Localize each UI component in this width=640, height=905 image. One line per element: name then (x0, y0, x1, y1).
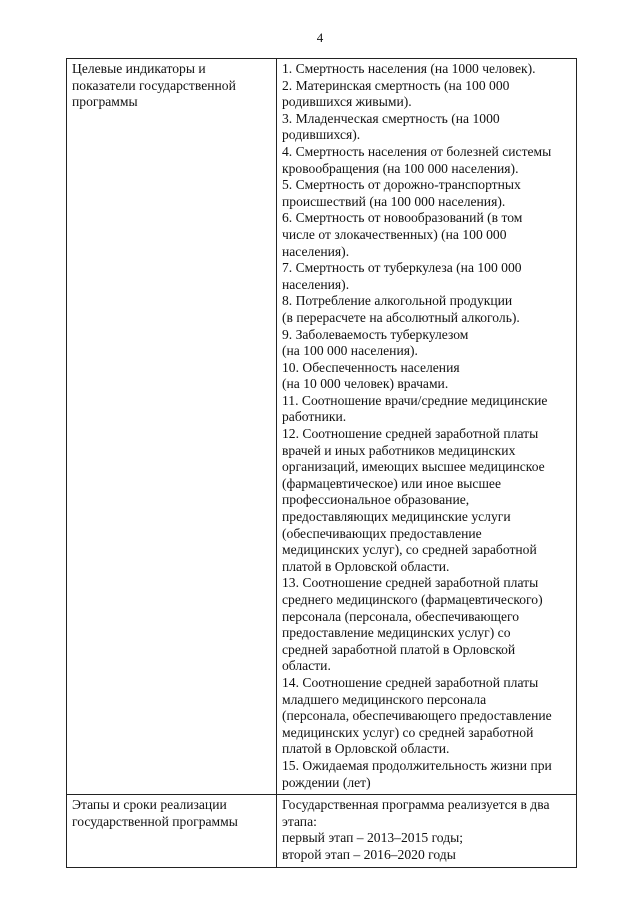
row-value-line: (обеспечивающих предоставление (282, 525, 482, 541)
row-value-line: 1. Смертность населения (на 1000 человек). (282, 61, 536, 76)
row-value-line: населения). (282, 276, 350, 292)
row-value-line: 4. Смертность населения от болезней системы (282, 143, 552, 159)
row-value-line: медицинских услуг), со средней заработной (282, 542, 537, 558)
row-value-cell (277, 795, 577, 867)
row-value-line: медицинских услуг) со средней заработной (282, 724, 534, 740)
page-number: 4 (316, 30, 324, 45)
row-value-line: второй этап – 2016–2020 годы (282, 846, 456, 862)
row-value-line: платой в Орловской области. (282, 741, 450, 757)
row-value-line: происшествий (на 100 000 населения). (282, 193, 506, 209)
row-value-line: персонала (персонала, обеспечивающего (282, 608, 520, 624)
row-value-line: населения). (282, 243, 350, 259)
row-value-line: 10. Обеспеченность населения (282, 359, 460, 375)
row-value-line: числе от злокачественных) (на 100 000 (282, 226, 507, 242)
row-value-line: 5. Смертность от дорожно-транспортных (282, 177, 521, 193)
row-value-line: 3. Младенческая смертность (на 1000 (282, 110, 500, 126)
row-value-line: организаций, имеющих высшее медицинское (282, 459, 545, 475)
row-label-line: Этапы и сроки реализации (72, 797, 227, 813)
row-value-line: 7. Смертность от туберкулеза (на 100 000 (282, 260, 522, 276)
row-label-line: программы (72, 94, 138, 110)
row-value-line: родившихся). (282, 127, 361, 143)
row-value-line: младшего медицинского персонала (282, 691, 487, 707)
row-value-line: 13. Соотношение средней заработной платы (282, 575, 539, 591)
row-label-line: показатели государственной (72, 77, 236, 93)
row-value-line: 14. Соотношение средней заработной платы (282, 674, 539, 690)
row-value-line: 11. Соотношение врачи/средние медицинские (282, 392, 548, 408)
row-value-line: области. (282, 658, 331, 674)
row-value-line: (на 100 000 населения). (282, 343, 418, 359)
row-value-line: (на 10 000 человек) врачами. (282, 376, 449, 392)
row-value-line: врачей и иных работников медицинских (282, 442, 516, 458)
row-value-line: кровообращения (на 100 000 населения). (282, 160, 519, 176)
row-value-line: (фармацевтическое) или иное высшее (282, 475, 501, 491)
row-value-cell (277, 59, 577, 795)
row-value-line: рождении (лет) (282, 774, 371, 790)
row-value-line: Государственная программа реализуется в два (282, 797, 550, 813)
row-value-line: первый этап – 2013–2015 годы; (282, 830, 464, 846)
row-label-cell (67, 795, 277, 867)
program-passport-table-body (67, 59, 577, 868)
row-value-line: этапа: (282, 813, 317, 829)
row-value-line: платой в Орловской области. (282, 558, 450, 574)
row-value-line: 9. Заболеваемость туберкулезом (282, 326, 469, 342)
row-value-line: 2. Материнская смертность (на 100 000 (282, 77, 510, 93)
row-value-line: 8. Потребление алкогольной продукции (282, 293, 513, 309)
row-value-line: 12. Соотношение средней заработной платы (282, 426, 539, 442)
row-value-line: предоставляющих медицинские услуги (282, 509, 511, 525)
row-label-line: государственной программы (72, 813, 238, 829)
row-value-line: предоставление медицинских услуг) со (282, 625, 511, 641)
row-value-line: 6. Смертность от новообразований (в том (282, 210, 523, 226)
row-value-line: (персонала, обеспечивающего предоставление (282, 708, 552, 724)
row-value-line: профессиональное образование, (282, 492, 470, 508)
row-value-line: средней заработной платой в Орловской (282, 641, 516, 657)
row-value-line: 15. Ожидаемая продолжительность жизни при (282, 757, 552, 773)
table-row (67, 795, 577, 867)
row-value-line: среднего медицинского (фармацевтического) (282, 592, 543, 607)
row-label-line: Целевые индикаторы и (72, 61, 206, 76)
row-label-cell (67, 59, 277, 795)
row-value-line: (в перерасчете на абсолютный алкоголь). (282, 309, 520, 325)
table-row (67, 59, 577, 795)
row-value-line: родившихся живыми). (282, 94, 412, 110)
row-value-line: работники. (282, 409, 347, 425)
program-passport-table (66, 58, 577, 868)
